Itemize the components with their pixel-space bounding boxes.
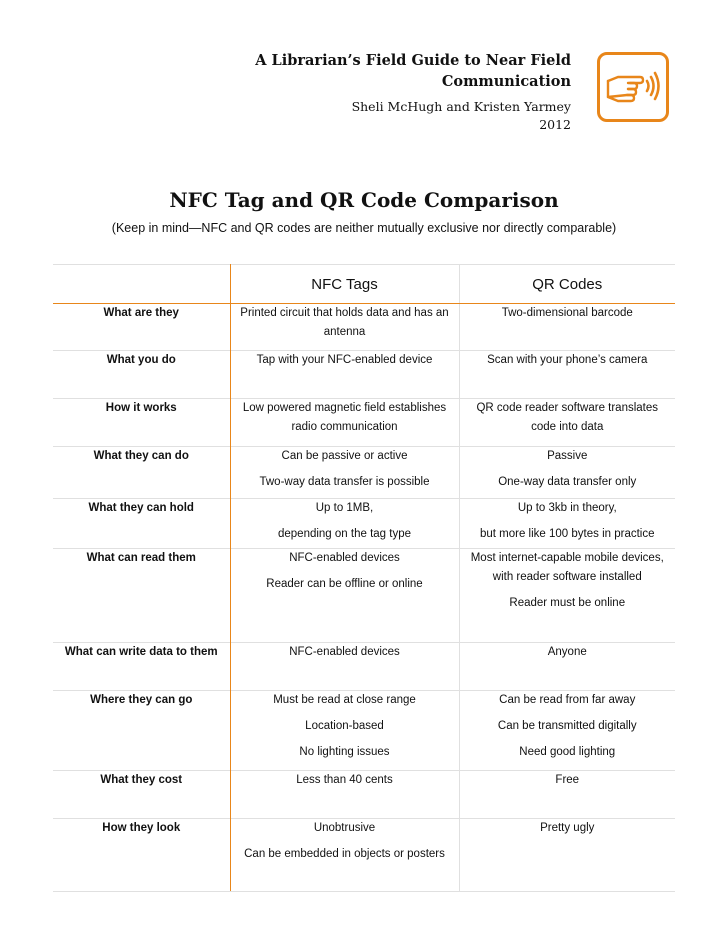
table-row xyxy=(53,643,675,691)
qr-cell xyxy=(459,643,675,691)
table-row xyxy=(53,351,675,399)
nfc-cell-line: Tap with your NFC-enabled device xyxy=(256,354,433,366)
qr-cell-line: Reader must be online xyxy=(509,597,626,609)
nfc-cell-line: Can be embedded in objects or posters xyxy=(244,848,445,860)
table-header-row xyxy=(53,265,675,304)
table-row xyxy=(53,691,675,771)
row-label-text: What can read them xyxy=(86,552,196,564)
line-spacer xyxy=(235,838,455,845)
qr-cell-line: Pretty ugly xyxy=(540,822,595,834)
nfc-cell-line: Must be read at close range xyxy=(273,694,416,706)
qr-cell-line: One-way data transfer only xyxy=(498,476,637,488)
table-row xyxy=(53,304,675,351)
row-label-text: What are they xyxy=(103,307,179,319)
nfc-cell-line: Printed circuit that holds data and has an xyxy=(240,307,449,319)
nfc-cell-line: Can be passive or active xyxy=(281,450,408,462)
line-spacer xyxy=(235,736,455,743)
authors: Sheli McHugh and Kristen Yarmey xyxy=(351,99,571,114)
qr-cell xyxy=(459,691,675,771)
qr-cell xyxy=(459,499,675,549)
line-spacer xyxy=(235,568,455,575)
nfc-cell xyxy=(230,819,459,892)
nfc-cell-line: Unobtrusive xyxy=(313,822,376,834)
line-spacer xyxy=(464,736,672,743)
qr-cell-line: Up to 3kb in theory, xyxy=(517,502,617,514)
column-header-qr: QR Codes xyxy=(459,265,675,304)
nfc-cell xyxy=(230,691,459,771)
nfc-cell xyxy=(230,549,459,643)
line-spacer xyxy=(235,710,455,717)
qr-cell-line: code into data xyxy=(531,421,604,433)
nfc-cell-line: Up to 1MB, xyxy=(315,502,374,514)
table-row xyxy=(53,771,675,819)
document-header xyxy=(171,50,571,133)
nfc-cell xyxy=(230,771,459,819)
guide-title-line-1: A Librarian’s Field Guide to Near Field xyxy=(255,52,571,69)
row-label xyxy=(53,819,230,892)
qr-cell-line: but more like 100 bytes in practice xyxy=(479,528,655,540)
qr-cell-line: Most internet-capable mobile devices, xyxy=(470,552,664,564)
nfc-cell-line: NFC-enabled devices xyxy=(289,646,400,658)
nfc-cell-line: Location-based xyxy=(305,720,384,732)
qr-cell xyxy=(459,304,675,351)
nfc-cell-line: Reader can be offline or online xyxy=(266,578,423,590)
qr-cell-line: Passive xyxy=(547,450,588,462)
guide-title-line-2: Communication xyxy=(441,73,571,90)
row-label xyxy=(53,304,230,351)
row-label-text: What you do xyxy=(106,354,176,366)
row-label-text: How they look xyxy=(102,822,181,834)
row-label-text: How it works xyxy=(105,402,177,414)
line-spacer xyxy=(235,466,455,473)
table-row xyxy=(53,499,675,549)
nfc-cell-line: Low powered magnetic field establishes xyxy=(242,402,447,414)
row-label-text: What can write data to them xyxy=(64,646,218,658)
qr-cell xyxy=(459,549,675,643)
qr-cell xyxy=(459,819,675,892)
table-row xyxy=(53,819,675,892)
table-body xyxy=(53,304,675,892)
row-label xyxy=(53,399,230,447)
guide-title xyxy=(171,50,571,92)
nfc-cell xyxy=(230,304,459,351)
nfc-cell-line: depending on the tag type xyxy=(277,528,411,540)
nfc-cell xyxy=(230,447,459,499)
row-label xyxy=(53,351,230,399)
qr-cell xyxy=(459,351,675,399)
qr-cell-line: Can be read from far away xyxy=(499,694,636,706)
page-subtitle: (Keep in mind—NFC and QR codes are neither mutually exclusive nor directly comparable) xyxy=(111,221,617,235)
row-label xyxy=(53,691,230,771)
qr-cell xyxy=(459,447,675,499)
qr-cell-line: QR code reader software translates xyxy=(476,402,659,414)
qr-cell-line: Anyone xyxy=(547,646,587,658)
qr-cell-line: Two-dimensional barcode xyxy=(501,307,633,319)
line-spacer xyxy=(235,518,455,525)
row-label xyxy=(53,499,230,549)
nfc-cell xyxy=(230,499,459,549)
comparison-table xyxy=(53,264,675,892)
qr-cell-line: Need good lighting xyxy=(519,746,616,758)
table-row xyxy=(53,447,675,499)
qr-cell-line: with reader software installed xyxy=(492,571,642,583)
line-spacer xyxy=(464,466,672,473)
table-row xyxy=(53,399,675,447)
line-spacer xyxy=(464,587,672,594)
row-label-text: What they can do xyxy=(93,450,189,462)
row-label xyxy=(53,771,230,819)
row-label xyxy=(53,447,230,499)
nfc-cell xyxy=(230,643,459,691)
qr-cell xyxy=(459,399,675,447)
page-title: NFC Tag and QR Code Comparison xyxy=(169,188,559,212)
qr-cell-line: Free xyxy=(555,774,580,786)
nfc-cell-line: NFC-enabled devices xyxy=(289,552,400,564)
qr-cell xyxy=(459,771,675,819)
nfc-cell-line: antenna xyxy=(323,326,366,338)
line-spacer xyxy=(464,518,672,525)
column-header-nfc: NFC Tags xyxy=(230,265,459,304)
nfc-cell xyxy=(230,399,459,447)
table-row xyxy=(53,549,675,643)
row-label-text: What they cost xyxy=(100,774,183,786)
year: 2012 xyxy=(539,117,571,132)
row-label xyxy=(53,643,230,691)
nfc-cell-line: radio communication xyxy=(291,421,398,433)
row-label-text: Where they can go xyxy=(90,694,193,706)
nfc-cell-line: Less than 40 cents xyxy=(296,774,393,786)
nfc-cell-line: No lighting issues xyxy=(299,746,390,758)
nfc-cell-line: Two-way data transfer is possible xyxy=(259,476,430,488)
row-label-text: What they can hold xyxy=(88,502,194,514)
row-label xyxy=(53,549,230,643)
column-header-blank xyxy=(53,265,230,304)
qr-cell-line: Scan with your phone’s camera xyxy=(487,354,648,366)
pointing-hand-nfc-icon xyxy=(597,52,669,122)
nfc-cell xyxy=(230,351,459,399)
qr-cell-line: Can be transmitted digitally xyxy=(497,720,637,732)
line-spacer xyxy=(464,710,672,717)
